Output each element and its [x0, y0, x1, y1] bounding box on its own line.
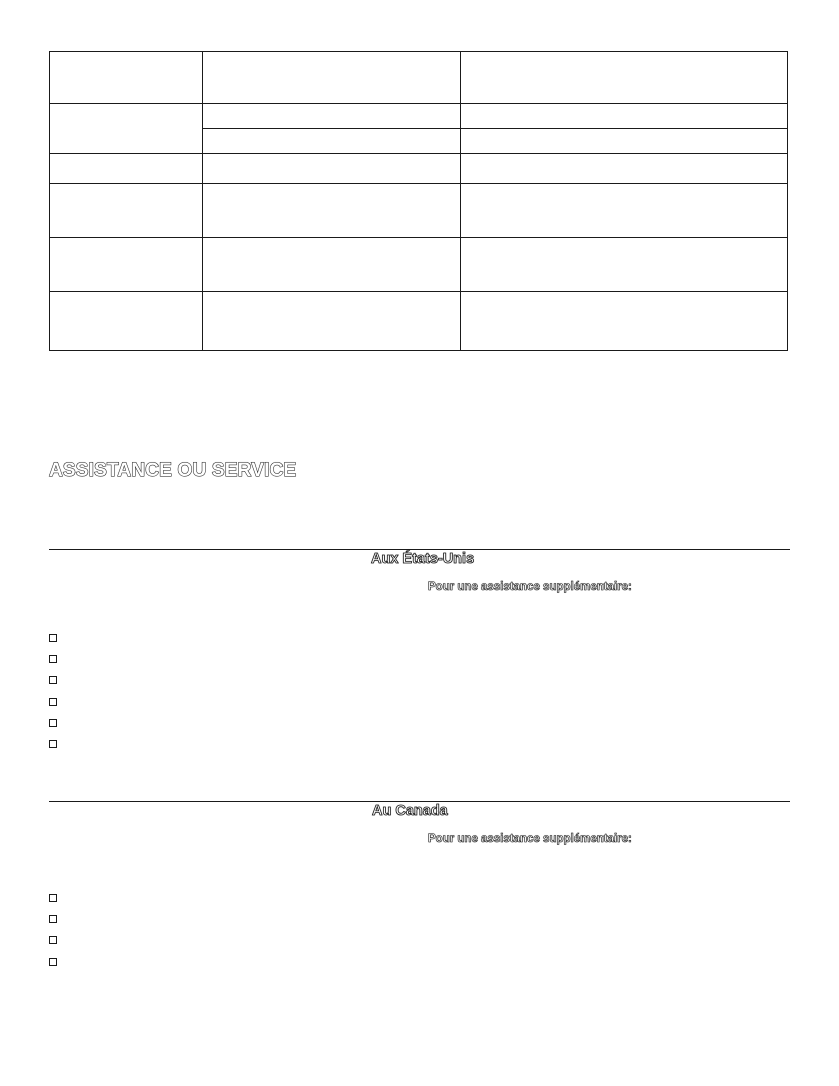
table-cell [203, 52, 461, 104]
table-cell [461, 184, 788, 238]
section-title: ASSISTANCE OU SERVICE [49, 460, 297, 481]
bullet-square-icon [49, 894, 57, 902]
troubleshooting-table-container [49, 51, 787, 350]
table-cell [461, 154, 788, 184]
table-cell [461, 292, 788, 351]
bullet-square-icon [49, 740, 57, 748]
bullet-square-icon [49, 936, 57, 944]
bullet-square-icon [49, 634, 57, 642]
bullet-square-icon [49, 915, 57, 923]
table-cell [461, 52, 788, 104]
region-heading-canada: Au Canada [372, 803, 448, 819]
troubleshooting-table [49, 51, 788, 351]
table-cell [50, 184, 203, 238]
bullet-square-icon [49, 698, 57, 706]
table-cell [461, 129, 788, 154]
subheading-canada: Pour une assistance supplémentaire: [428, 833, 632, 845]
table-cell [203, 238, 461, 292]
table-row [50, 52, 788, 104]
table-cell [203, 154, 461, 184]
table-cell [203, 184, 461, 238]
divider-us [49, 549, 790, 550]
table-cell [461, 104, 788, 129]
table-cell [203, 104, 461, 129]
table-row [50, 292, 788, 351]
bullet-square-icon [49, 958, 57, 966]
table-row [50, 238, 788, 292]
bullet-square-icon [49, 719, 57, 727]
bullet-square-icon [49, 655, 57, 663]
table-cell [203, 292, 461, 351]
table-cell [50, 154, 203, 184]
divider-canada [49, 801, 790, 802]
table-cell [203, 129, 461, 154]
table-cell [50, 52, 203, 104]
bullet-square-icon [49, 676, 57, 684]
table-row [50, 104, 788, 129]
table-row [50, 154, 788, 184]
table-cell [50, 238, 203, 292]
region-heading-us: Aux États-Unis [371, 551, 475, 567]
subheading-us: Pour une assistance supplémentaire: [428, 581, 632, 593]
table-row [50, 184, 788, 238]
table-cell [50, 104, 203, 154]
table-cell [461, 238, 788, 292]
table-cell [50, 292, 203, 351]
